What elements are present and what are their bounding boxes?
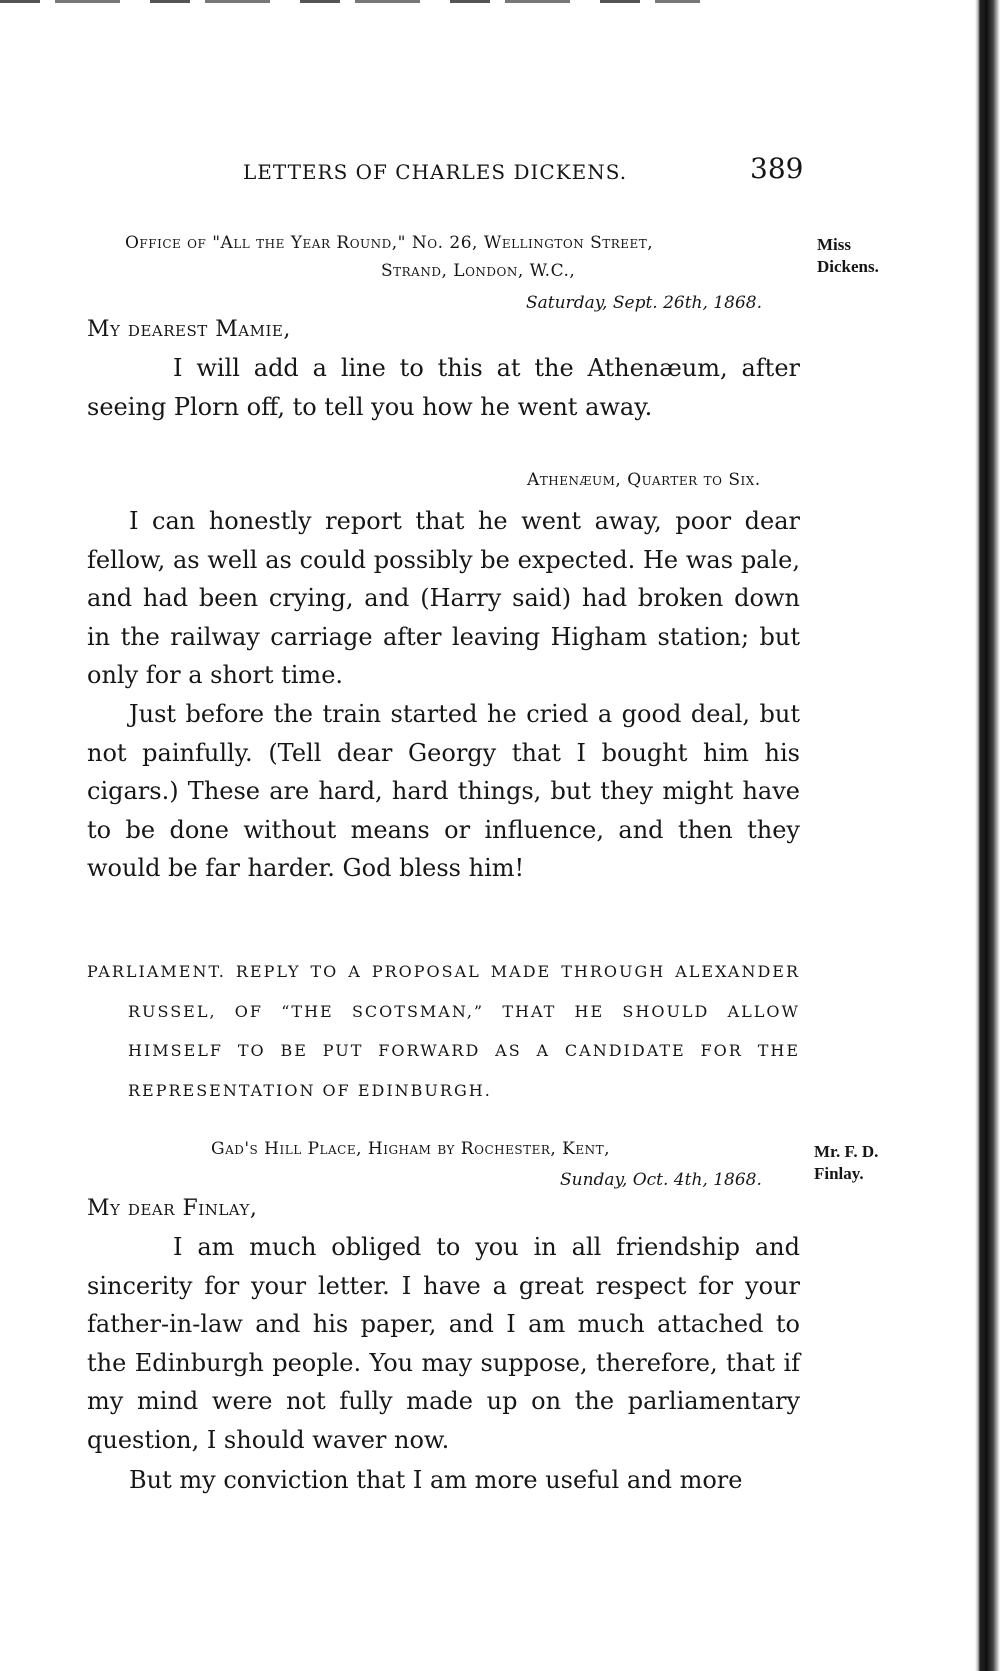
- letter1-paragraph1: I will add a line to this at the Athenæum, after seeing Plorn off, to tell you how he went away.: [87, 354, 800, 421]
- section-heading-line1: PARLIAMENT. REPLY TO A PROPOSAL MADE THROUGH ALEXANDER: [87, 962, 800, 981]
- letter1-paragraph2: I can honestly report that he went away, poor dear fellow, as well as could possibly be expected. He was pale, and had been crying, and (Harry said) had broken down in the railway carriage after leaving Higham station; but only for a short time.: [87, 507, 800, 689]
- letter2-margin-recipient: [814, 1141, 878, 1185]
- page-number: 389: [750, 152, 804, 185]
- top-edge-rule: [0, 0, 700, 3]
- letter2-paragraph2: But my conviction that I am more useful and more: [129, 1466, 743, 1494]
- running-title: LETTERS OF CHARLES DICKENS.: [243, 160, 628, 184]
- letter2-paragraph1: I am much obliged to you in all friendship and sincerity for your letter. I have a great respect for your father-in-law and his paper, and I am much attached to the Edinburgh people. You may suppose, therefore, that if my mind were not fully made up on the parliamentary question, I should waver now.: [87, 1233, 800, 1454]
- letter1-address-line1: Office of "All the Year Round," No. 26, Wellington Street,: [125, 233, 654, 253]
- letter1-date: Saturday, Sept. 26th, 1868.: [526, 293, 762, 313]
- section-heading-line4: REPRESENTATION OF EDINBURGH.: [128, 1080, 492, 1100]
- margin-recipient-line2: Dickens.: [817, 257, 879, 276]
- margin-recipient-line2: Finlay.: [814, 1164, 864, 1183]
- letter2-salutation: My dear Finlay,: [87, 1196, 258, 1221]
- margin-recipient-line1: Miss: [817, 235, 851, 254]
- margin-recipient-line1: Mr. F. D.: [814, 1142, 879, 1161]
- section-heading-line3: HIMSELF TO BE PUT FORWARD AS A CANDIDATE FOR THE: [128, 1041, 800, 1060]
- letter1-margin-recipient: [817, 234, 879, 278]
- letter2-date: Sunday, Oct. 4th, 1868.: [560, 1170, 762, 1190]
- letter1-salutation: My dearest Mamie,: [87, 317, 291, 342]
- letter2-address-line1: Gad's Hill Place, Higham by Rochester, Kent,: [211, 1139, 611, 1159]
- letter1-paragraph3: Just before the train started he cried a good deal, but not painfully. (Tell dear Georgy that I bought him his cigars.) These are hard, hard things, but they might have to be done without means or influence, and then they would be far harder. God bless him!: [87, 700, 800, 882]
- letter1-address-line2: Strand, London, W.C.,: [381, 261, 576, 281]
- section-heading-line2: RUSSEL, OF “THE SCOTSMAN,” THAT HE SHOULD ALLOW: [128, 1001, 800, 1021]
- section-heading: [87, 952, 800, 1110]
- letter1-postscript-heading: Athenæum, Quarter to Six.: [527, 470, 761, 490]
- page-binding-edge: [975, 0, 1000, 1671]
